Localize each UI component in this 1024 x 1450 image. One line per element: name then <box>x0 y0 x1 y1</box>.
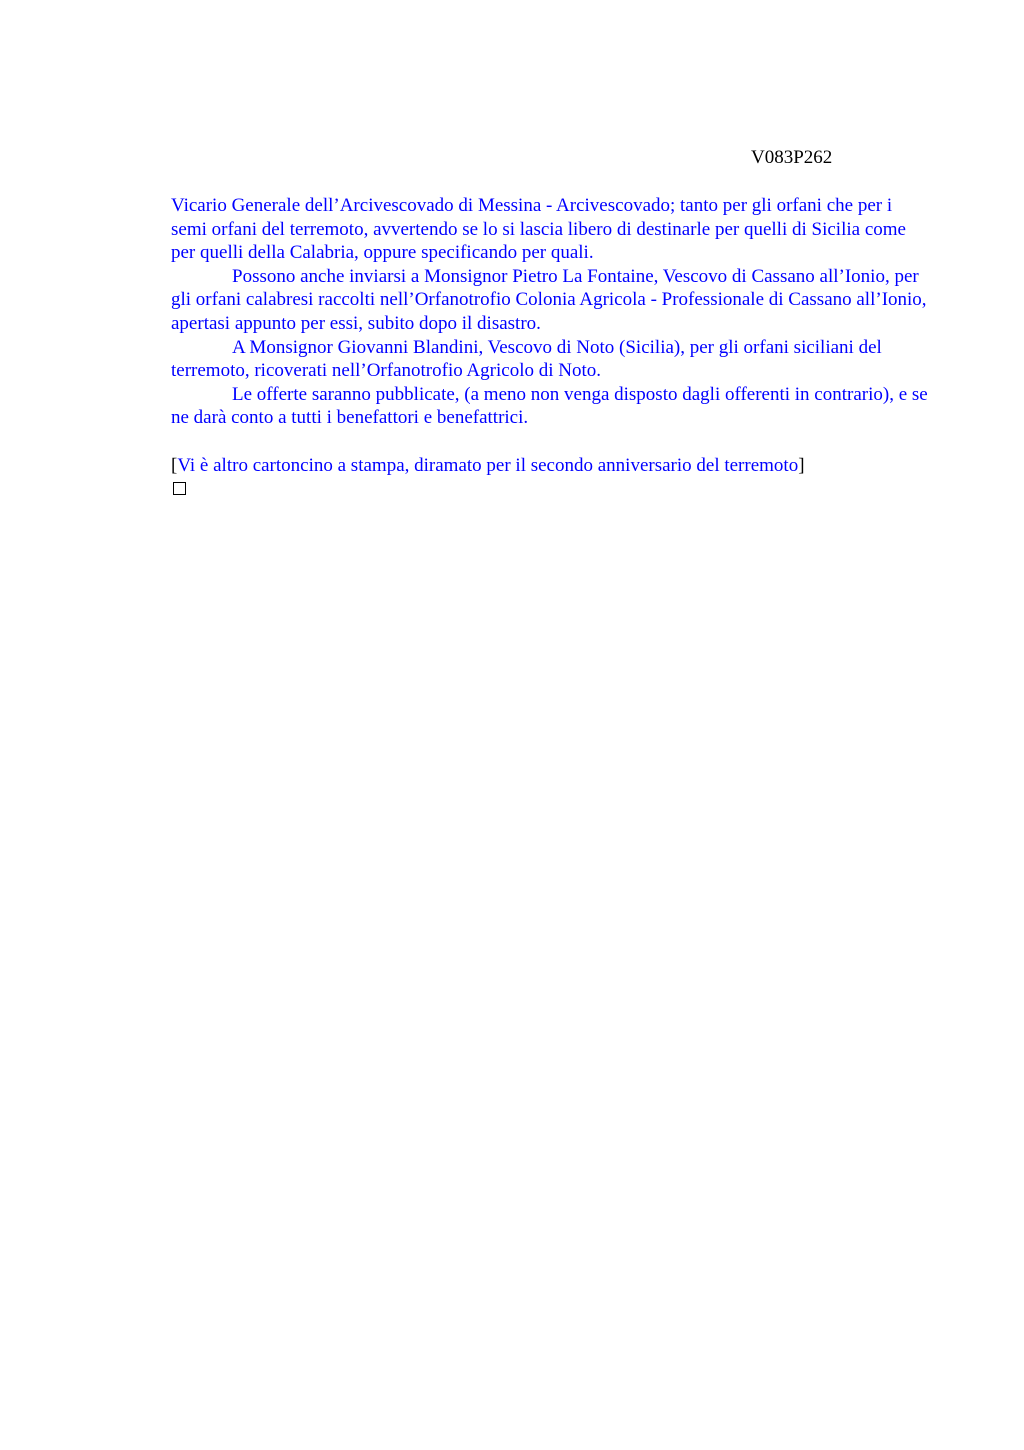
note-open-bracket: [ <box>171 454 178 476</box>
document-body <box>171 194 931 495</box>
paragraph-spacer <box>171 430 931 454</box>
editorial-note <box>171 454 931 478</box>
note-close-bracket: ] <box>798 454 805 476</box>
empty-square-icon <box>173 482 186 495</box>
note-text: Vi è altro cartoncino a stampa, diramato per il secondo anniversario del terremoto <box>177 454 799 476</box>
paragraph-vicario: Vicario Generale dell’Arcivescovado di Messina - Arcivescovado; tanto per gli orfani che per i semi orfani del terremoto, avvertendo se lo si lascia libero di destinarle per quelli di Sicilia come per quelli della Calabria, oppure specificando per quali. <box>171 195 906 264</box>
page-code: V083P262 <box>751 147 833 168</box>
paragraph-la-fontaine: Possono anche inviarsi a Monsignor Pietro La Fontaine, Vescovo di Cassano all’Ionio, per gli orfani calabresi raccolti nell’Orfanotrofio Colonia Agricola - Professionale di Cassano all’Ionio, apertasi appunto per essi, subito dopo il disastro. <box>171 265 927 334</box>
paragraph-blandini: A Monsignor Giovanni Blandini, Vescovo di Noto (Sicilia), per gli orfani siciliani del terremoto, ricoverati nell’Orfanotrofio Agricolo di Noto. <box>171 336 882 382</box>
paragraph-offerte: Le offerte saranno pubblicate, (a meno non venga disposto dagli offerenti in contrario), e se ne darà conto a tutti i benefattori e benefattrici. <box>171 383 928 429</box>
